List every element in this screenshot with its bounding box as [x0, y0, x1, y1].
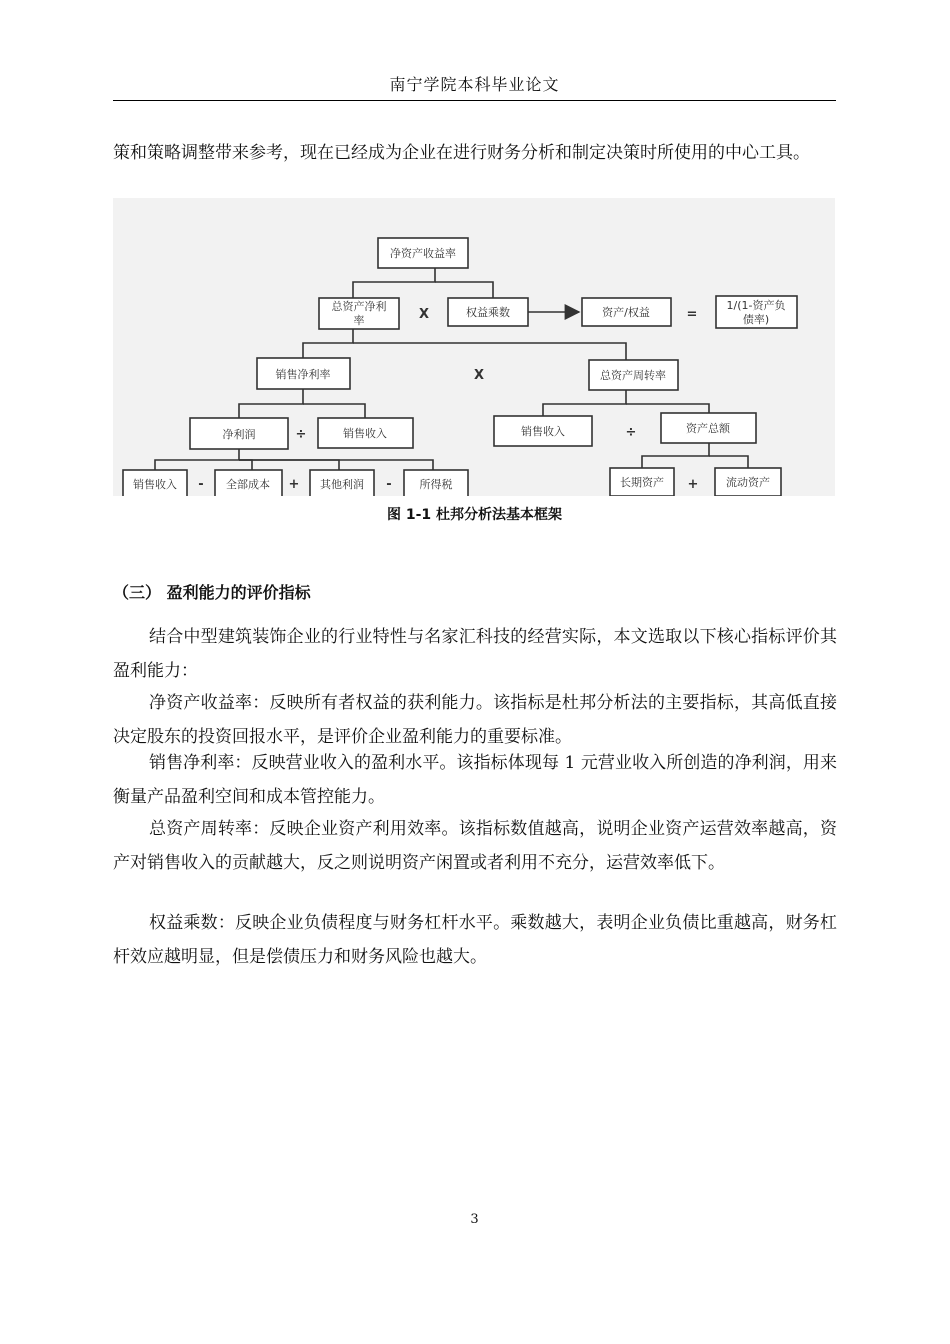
- box-net-margin-label: 销售净利率: [275, 368, 331, 381]
- operator-equals: =: [686, 307, 698, 322]
- box-total-cost: [215, 470, 282, 496]
- box-inverse-leverage: [716, 296, 797, 328]
- box-other-profit-label: 其他利润: [320, 478, 364, 491]
- section-heading: （三） 盈利能力的评价指标: [113, 583, 311, 602]
- paragraph-net-margin: 销售净利率：反映营业收入的盈利水平。该指标体现每 1 元营业收入所创造的净利润，用来衡量产品盈利空间和成本管控能力。: [113, 753, 837, 807]
- box-net-margin: [257, 358, 350, 389]
- box-net-profit: [190, 418, 288, 449]
- box-roa-label-2: 率: [353, 314, 365, 327]
- paragraph-roe: 净资产收益率：反映所有者权益的获利能力。该指标是杜邦分析法的主要指标，其高低直接决定股东的投资回报水平，是评价企业盈利能力的重要标准。: [113, 693, 837, 747]
- header-rule: [113, 100, 836, 101]
- box-current-assets-label: 流动资产: [726, 476, 770, 489]
- box-other-profit: [310, 470, 374, 496]
- box-assets-equity-label: 资产/权益: [602, 306, 650, 319]
- box-roe: [378, 238, 468, 268]
- paragraph-intro: 结合中型建筑装饰企业的行业特性与名家汇科技的经营实际，本文选取以下核心指标评价其盈利能力：: [113, 627, 837, 681]
- dupont-diagram: [113, 198, 835, 496]
- box-income-tax-label: 所得税: [419, 478, 453, 491]
- paragraph-asset-turnover: 总资产周转率：反映企业资产利用效率。该指标数值越高，说明企业资产运营效率越高，资产对销售收入的贡献越大，反之则说明资产闲置或者利用不充分，运营效率低下。: [113, 819, 837, 873]
- figure-caption: 图 1-1 杜邦分析法基本框架: [386, 507, 563, 523]
- box-long-term-assets: [610, 468, 674, 496]
- box-total-assets-label: 资产总额: [686, 422, 730, 435]
- box-inverse-label-2: 债率): [742, 313, 770, 326]
- box-equity-multiplier-label: 权益乘数: [466, 306, 510, 319]
- box-equity-multiplier: [448, 298, 528, 326]
- operator-divide-2: ÷: [625, 425, 637, 440]
- operator-minus-1: -: [198, 477, 204, 492]
- box-assets-equity: [582, 298, 671, 326]
- box-sales-revenue-a-label: 销售收入: [343, 427, 387, 440]
- operator-times-2: X: [473, 368, 485, 383]
- operator-plus-2: +: [687, 477, 699, 492]
- box-asset-turnover-label: 总资产周转率: [600, 369, 666, 382]
- box-income-tax: [404, 470, 468, 496]
- box-long-term-assets-label: 长期资产: [620, 476, 664, 489]
- box-roa: [319, 298, 399, 329]
- box-asset-turnover: [589, 360, 678, 390]
- operator-plus-1: +: [288, 477, 300, 492]
- running-header: 南宁学院本科毕业论文: [389, 75, 560, 94]
- box-current-assets: [715, 468, 781, 496]
- box-sales-revenue-b: [494, 416, 592, 446]
- box-sales-revenue-c: [123, 470, 187, 496]
- page-number: 3: [470, 1212, 479, 1227]
- box-total-assets: [661, 413, 756, 443]
- paragraph-equity-multiplier: 权益乘数：反映企业负债程度与财务杠杆水平。乘数越大，表明企业负债比重越高，财务杠杆效应越明显，但是偿债压力和财务风险也越大。: [113, 913, 837, 967]
- box-sales-revenue-c-label: 销售收入: [133, 478, 177, 491]
- operator-divide-1: ÷: [295, 427, 307, 442]
- box-roa-label-1: 总资产净利: [331, 300, 387, 313]
- box-roe-label: 净资产收益率: [390, 247, 456, 260]
- box-net-profit-label: 净利润: [222, 428, 256, 441]
- box-sales-revenue-a: [318, 418, 413, 448]
- box-total-cost-label: 全部成本: [226, 478, 270, 491]
- dupont-framework-figure: [113, 198, 835, 496]
- intro-paragraph: 策和策略调整带来参考，现在已经成为企业在进行财务分析和制定决策时所使用的中心工具。: [113, 143, 810, 163]
- box-sales-revenue-b-label: 销售收入: [521, 425, 565, 438]
- operator-minus-2: -: [386, 477, 392, 492]
- operator-times-1: X: [418, 307, 430, 322]
- box-inverse-label-1: 1/(1-资产负: [726, 299, 786, 312]
